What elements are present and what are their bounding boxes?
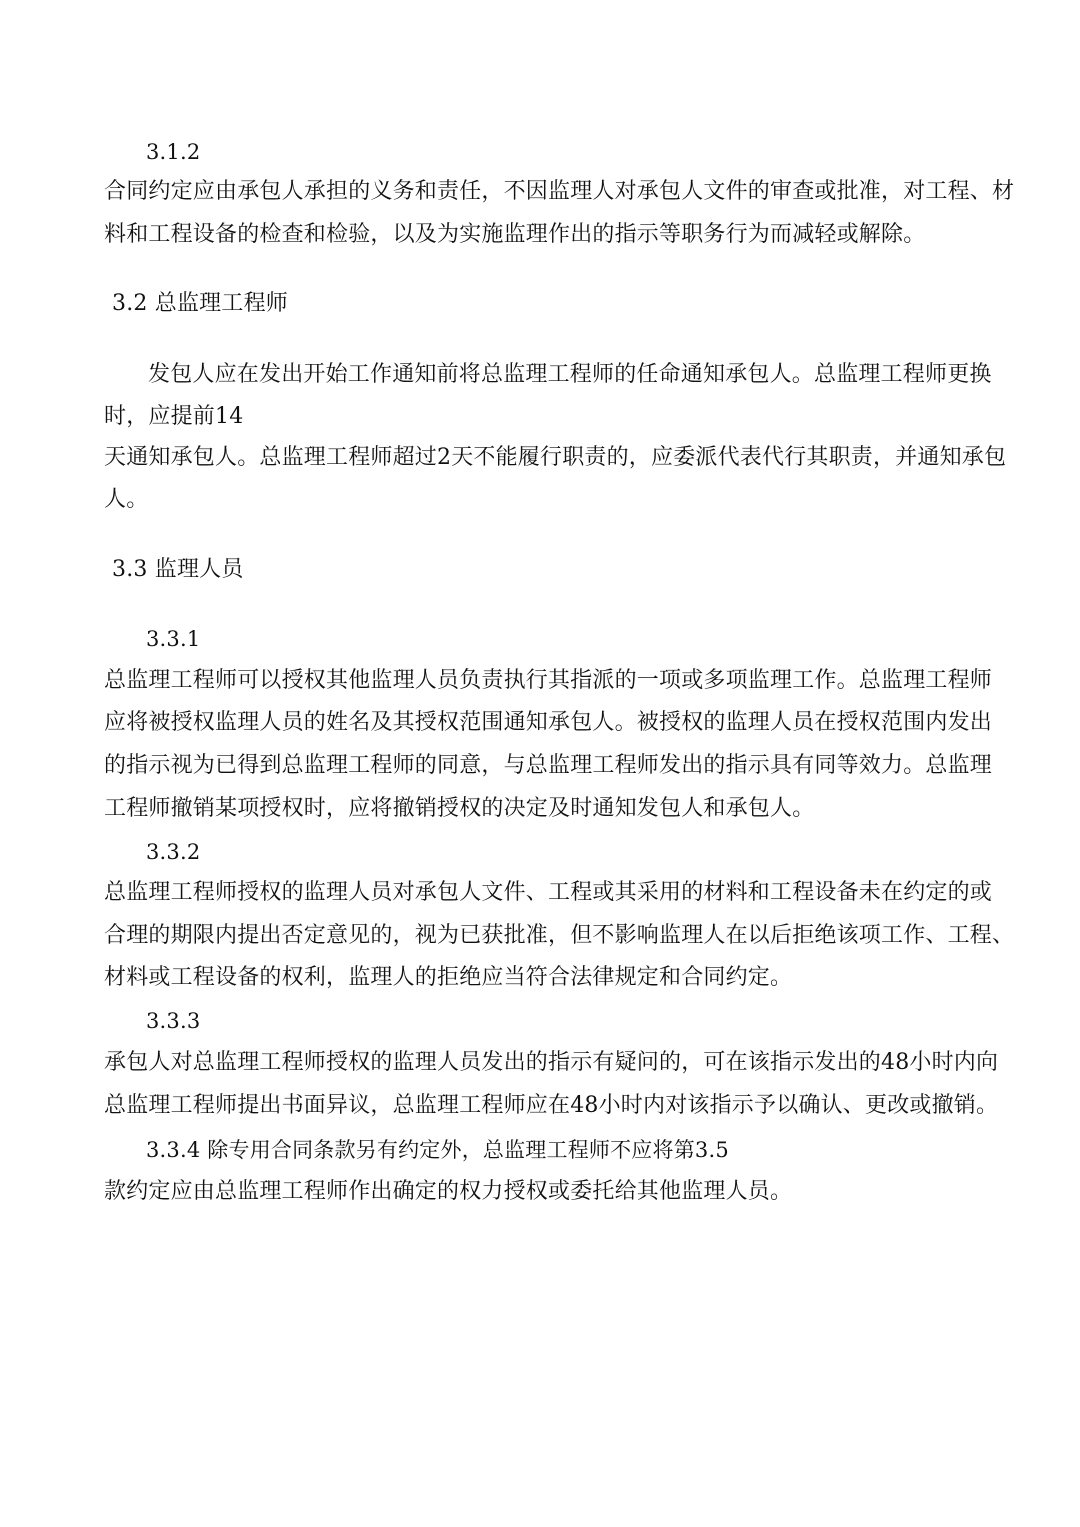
- clause-3-1-2-line-2: 料和工程设备的检查和检验，以及为实施监理作出的指示等职务行为而减轻或解除。: [104, 222, 926, 247]
- clause-3-3-2-line-1: 总监理工程师授权的监理人员对承包人文件、工程或其采用的材料和工程设备未在约定的或: [104, 880, 993, 905]
- clause-3-3-2-line-3: 材料或工程设备的权利，监理人的拒绝应当符合法律规定和合同约定。: [104, 965, 793, 990]
- clause-3-3-1-line-3: 的指示视为已得到总监理工程师的同意，与总监理工程师发出的指示具有同等效力。总监理: [104, 753, 993, 778]
- section-3-2-line-2: 时，应提前14: [104, 404, 244, 429]
- section-3-2-line-1: 发包人应在发出开始工作通知前将总监理工程师的任命通知承包人。总监理工程师更换: [148, 362, 992, 387]
- clause-3-3-1-line-1: 总监理工程师可以授权其他监理人员负责执行其指派的一项或多项监理工作。总监理工程师: [104, 668, 993, 693]
- clause-3-3-4-line-1: 3.3.4 除专用合同条款另有约定外，总监理工程师不应将第3.5: [146, 1138, 729, 1162]
- section-3-2-line-3: 天通知承包人。总监理工程师超过2天不能履行职责的，应委派代表代行其职责，并通知承包: [104, 445, 1007, 470]
- clause-3-1-2-line-1: 合同约定应由承包人承担的义务和责任，不因监理人对承包人文件的审查或批准，对工程、材: [104, 179, 1015, 204]
- clause-3-3-3-line-1: 承包人对总监理工程师授权的监理人员发出的指示有疑问的，可在该指示发出的48小时内向: [104, 1050, 999, 1075]
- clause-3-3-1-line-4: 工程师撤销某项授权时，应将撤销授权的决定及时通知发包人和承包人。: [104, 796, 815, 821]
- section-3-2-line-4: 人。: [104, 487, 149, 512]
- clause-number-3-1-2: 3.1.2: [146, 140, 201, 164]
- clause-3-3-4-line-2: 款约定应由总监理工程师作出确定的权力授权或委托给其他监理人员。: [104, 1179, 793, 1204]
- section-heading-3-2: 3.2 总监理工程师: [112, 291, 288, 316]
- clause-number-3-3-2: 3.3.2: [146, 840, 201, 864]
- section-heading-3-3: 3.3 监理人员: [112, 557, 244, 582]
- clause-3-3-1-line-2: 应将被授权监理人员的姓名及其授权范围通知承包人。被授权的监理人员在授权范围内发出: [104, 710, 993, 735]
- clause-3-3-2-line-2: 合理的期限内提出否定意见的，视为已获批准，但不影响监理人在以后拒绝该项工作、工程、: [104, 923, 1015, 948]
- clause-3-3-3-line-2: 总监理工程师提出书面异议，总监理工程师应在48小时内对该指示予以确认、更改或撤销。: [104, 1093, 999, 1118]
- clause-number-3-3-1: 3.3.1: [146, 627, 201, 651]
- clause-number-3-3-3: 3.3.3: [146, 1009, 201, 1033]
